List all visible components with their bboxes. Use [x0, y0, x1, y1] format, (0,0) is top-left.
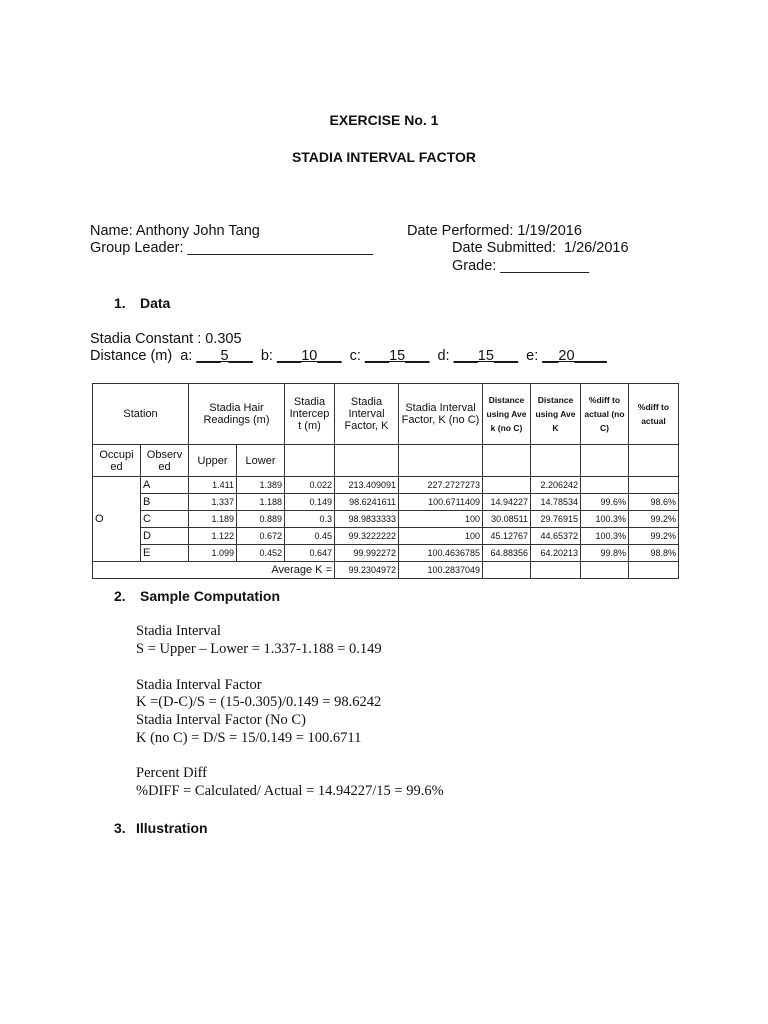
section-number-data: 1.	[114, 295, 126, 311]
upper-value: 1.337	[189, 494, 237, 511]
lower-value: 1.188	[237, 494, 285, 511]
section-number-illustration: 3.	[114, 820, 126, 836]
computation-line: Stadia Interval Factor	[136, 677, 262, 693]
observed-station: A	[141, 477, 189, 494]
k-noc-value: 100.4636785	[399, 545, 483, 562]
section-title-sample: Sample Computation	[140, 588, 281, 604]
computation-line: S = Upper – Lower = 1.337-1.188 = 0.149	[136, 641, 382, 657]
empty-cell	[483, 445, 531, 477]
intercept-value: 0.647	[285, 545, 335, 562]
empty-cell	[483, 562, 531, 579]
k-value: 213.409091	[335, 477, 399, 494]
header-observed: Observ ed	[141, 445, 189, 477]
header-upper: Upper	[189, 445, 237, 477]
diff-value: 99.2%	[629, 511, 679, 528]
computation-line: %DIFF = Calculated/ Actual = 14.94227/15 = 99.6%	[136, 783, 444, 799]
grade-field: Grade: ___________	[452, 258, 590, 274]
header-distance-avek-noc: Distance using Ave k (no C)	[483, 384, 531, 445]
diff-value	[629, 477, 679, 494]
computation-line: K (no C) = D/S = 15/0.149 = 100.6711	[136, 730, 362, 746]
observed-station: C	[141, 511, 189, 528]
empty-cell	[581, 445, 629, 477]
distance-a: ___5___	[196, 348, 253, 364]
distance-noc-value: 64.88356	[483, 545, 531, 562]
document-title: STADIA INTERVAL FACTOR	[291, 149, 477, 165]
upper-value: 1.411	[189, 477, 237, 494]
header-distance-avek: Distance using Ave K	[531, 384, 581, 445]
distance-b: ___10___	[277, 348, 342, 364]
diff-value: 98.8%	[629, 545, 679, 562]
exercise-title: EXERCISE No. 1	[329, 112, 439, 128]
header-diff: %diff to actual	[629, 384, 679, 445]
diff-noc-value: 100.3%	[581, 528, 629, 545]
average-row	[93, 562, 679, 579]
k-noc-value: 100.6711409	[399, 494, 483, 511]
empty-cell	[399, 445, 483, 477]
intercept-value: 0.022	[285, 477, 335, 494]
lower-value: 1.389	[237, 477, 285, 494]
header-station: Station	[93, 384, 189, 445]
distance-e: __20____	[542, 348, 607, 364]
distance-prefix: Distance (m) a:	[90, 348, 197, 364]
k-value: 98.6241611	[335, 494, 399, 511]
k-value: 98.9833333	[335, 511, 399, 528]
date-submitted-field: Date Submitted: 1/26/2016	[452, 240, 629, 256]
distance-noc-value: 45.12767	[483, 528, 531, 545]
diff-value: 98.6%	[629, 494, 679, 511]
distance-c-label: c:	[341, 348, 365, 364]
table-row	[93, 545, 679, 562]
empty-cell	[335, 445, 399, 477]
distance-d-label: d:	[429, 348, 454, 364]
header-interval-factor-noc: Stadia Interval Factor, K (no C)	[399, 384, 483, 445]
lower-value: 0.452	[237, 545, 285, 562]
distance-value: 14.78534	[531, 494, 581, 511]
header-occupied: Occupi ed	[93, 445, 141, 477]
lower-value: 0.672	[237, 528, 285, 545]
group-leader-field: Group Leader: _______________________	[90, 240, 374, 256]
section-number-sample: 2.	[114, 588, 126, 604]
table-row	[93, 528, 679, 545]
stadia-constant: Stadia Constant : 0.305	[90, 331, 242, 347]
data-table	[92, 383, 679, 579]
computation-line: Stadia Interval Factor (No C)	[136, 712, 306, 728]
empty-cell	[531, 562, 581, 579]
header-intercept: Stadia Intercep t (m)	[285, 384, 335, 445]
distance-noc-value: 14.94227	[483, 494, 531, 511]
empty-cell	[629, 445, 679, 477]
diff-value: 99.2%	[629, 528, 679, 545]
distance-b-label: b:	[252, 348, 277, 364]
computation-line: K =(D-C)/S = (15-0.305)/0.149 = 98.6242	[136, 694, 382, 710]
distance-value: 29.76915	[531, 511, 581, 528]
header-interval-factor: Stadia Interval Factor, K	[335, 384, 399, 445]
diff-noc-value: 99.6%	[581, 494, 629, 511]
distance-c: ___15___	[364, 348, 430, 364]
k-noc-value: 100	[399, 511, 483, 528]
average-k: 99.2304972	[335, 562, 399, 579]
observed-station: E	[141, 545, 189, 562]
header-diff-noc: %diff to actual (no C)	[581, 384, 629, 445]
empty-cell	[629, 562, 679, 579]
table-row	[93, 511, 679, 528]
name-field: Name: Anthony John Tang	[90, 223, 260, 239]
computation-line: Percent Diff	[136, 765, 207, 781]
distance-noc-value: 30.08511	[483, 511, 531, 528]
occupied-station: O	[93, 477, 141, 562]
table-row	[93, 477, 679, 494]
empty-cell	[581, 562, 629, 579]
distance-value: 2.206242	[531, 477, 581, 494]
table-header-row	[93, 384, 679, 445]
average-label: Average K =	[93, 562, 335, 579]
header-lower: Lower	[237, 445, 285, 477]
average-k-noc: 100.2837049	[399, 562, 483, 579]
intercept-value: 0.149	[285, 494, 335, 511]
table-subheader-row	[93, 445, 679, 477]
distance-d: ___15___	[453, 348, 519, 364]
diff-noc-value: 99.8%	[581, 545, 629, 562]
diff-noc-value: 100.3%	[581, 511, 629, 528]
header-hair-readings: Stadia Hair Readings (m)	[189, 384, 285, 445]
diff-noc-value	[581, 477, 629, 494]
intercept-value: 0.3	[285, 511, 335, 528]
k-noc-value: 100	[399, 528, 483, 545]
k-value: 99.992272	[335, 545, 399, 562]
distance-value: 44.65372	[531, 528, 581, 545]
intercept-value: 0.45	[285, 528, 335, 545]
section-title-data: Data	[140, 295, 171, 311]
distance-value: 64.20213	[531, 545, 581, 562]
k-value: 99.3222222	[335, 528, 399, 545]
empty-cell	[531, 445, 581, 477]
section-title-illustration: Illustration	[136, 820, 208, 836]
distance-line	[90, 348, 607, 364]
date-performed-field: Date Performed: 1/19/2016	[407, 223, 582, 239]
computation-line: Stadia Interval	[136, 623, 221, 639]
distance-e-label: e:	[518, 348, 543, 364]
empty-cell	[285, 445, 335, 477]
table-row	[93, 494, 679, 511]
distance-noc-value	[483, 477, 531, 494]
observed-station: D	[141, 528, 189, 545]
upper-value: 1.189	[189, 511, 237, 528]
k-noc-value: 227.2727273	[399, 477, 483, 494]
upper-value: 1.122	[189, 528, 237, 545]
upper-value: 1.099	[189, 545, 237, 562]
observed-station: B	[141, 494, 189, 511]
lower-value: 0.889	[237, 511, 285, 528]
